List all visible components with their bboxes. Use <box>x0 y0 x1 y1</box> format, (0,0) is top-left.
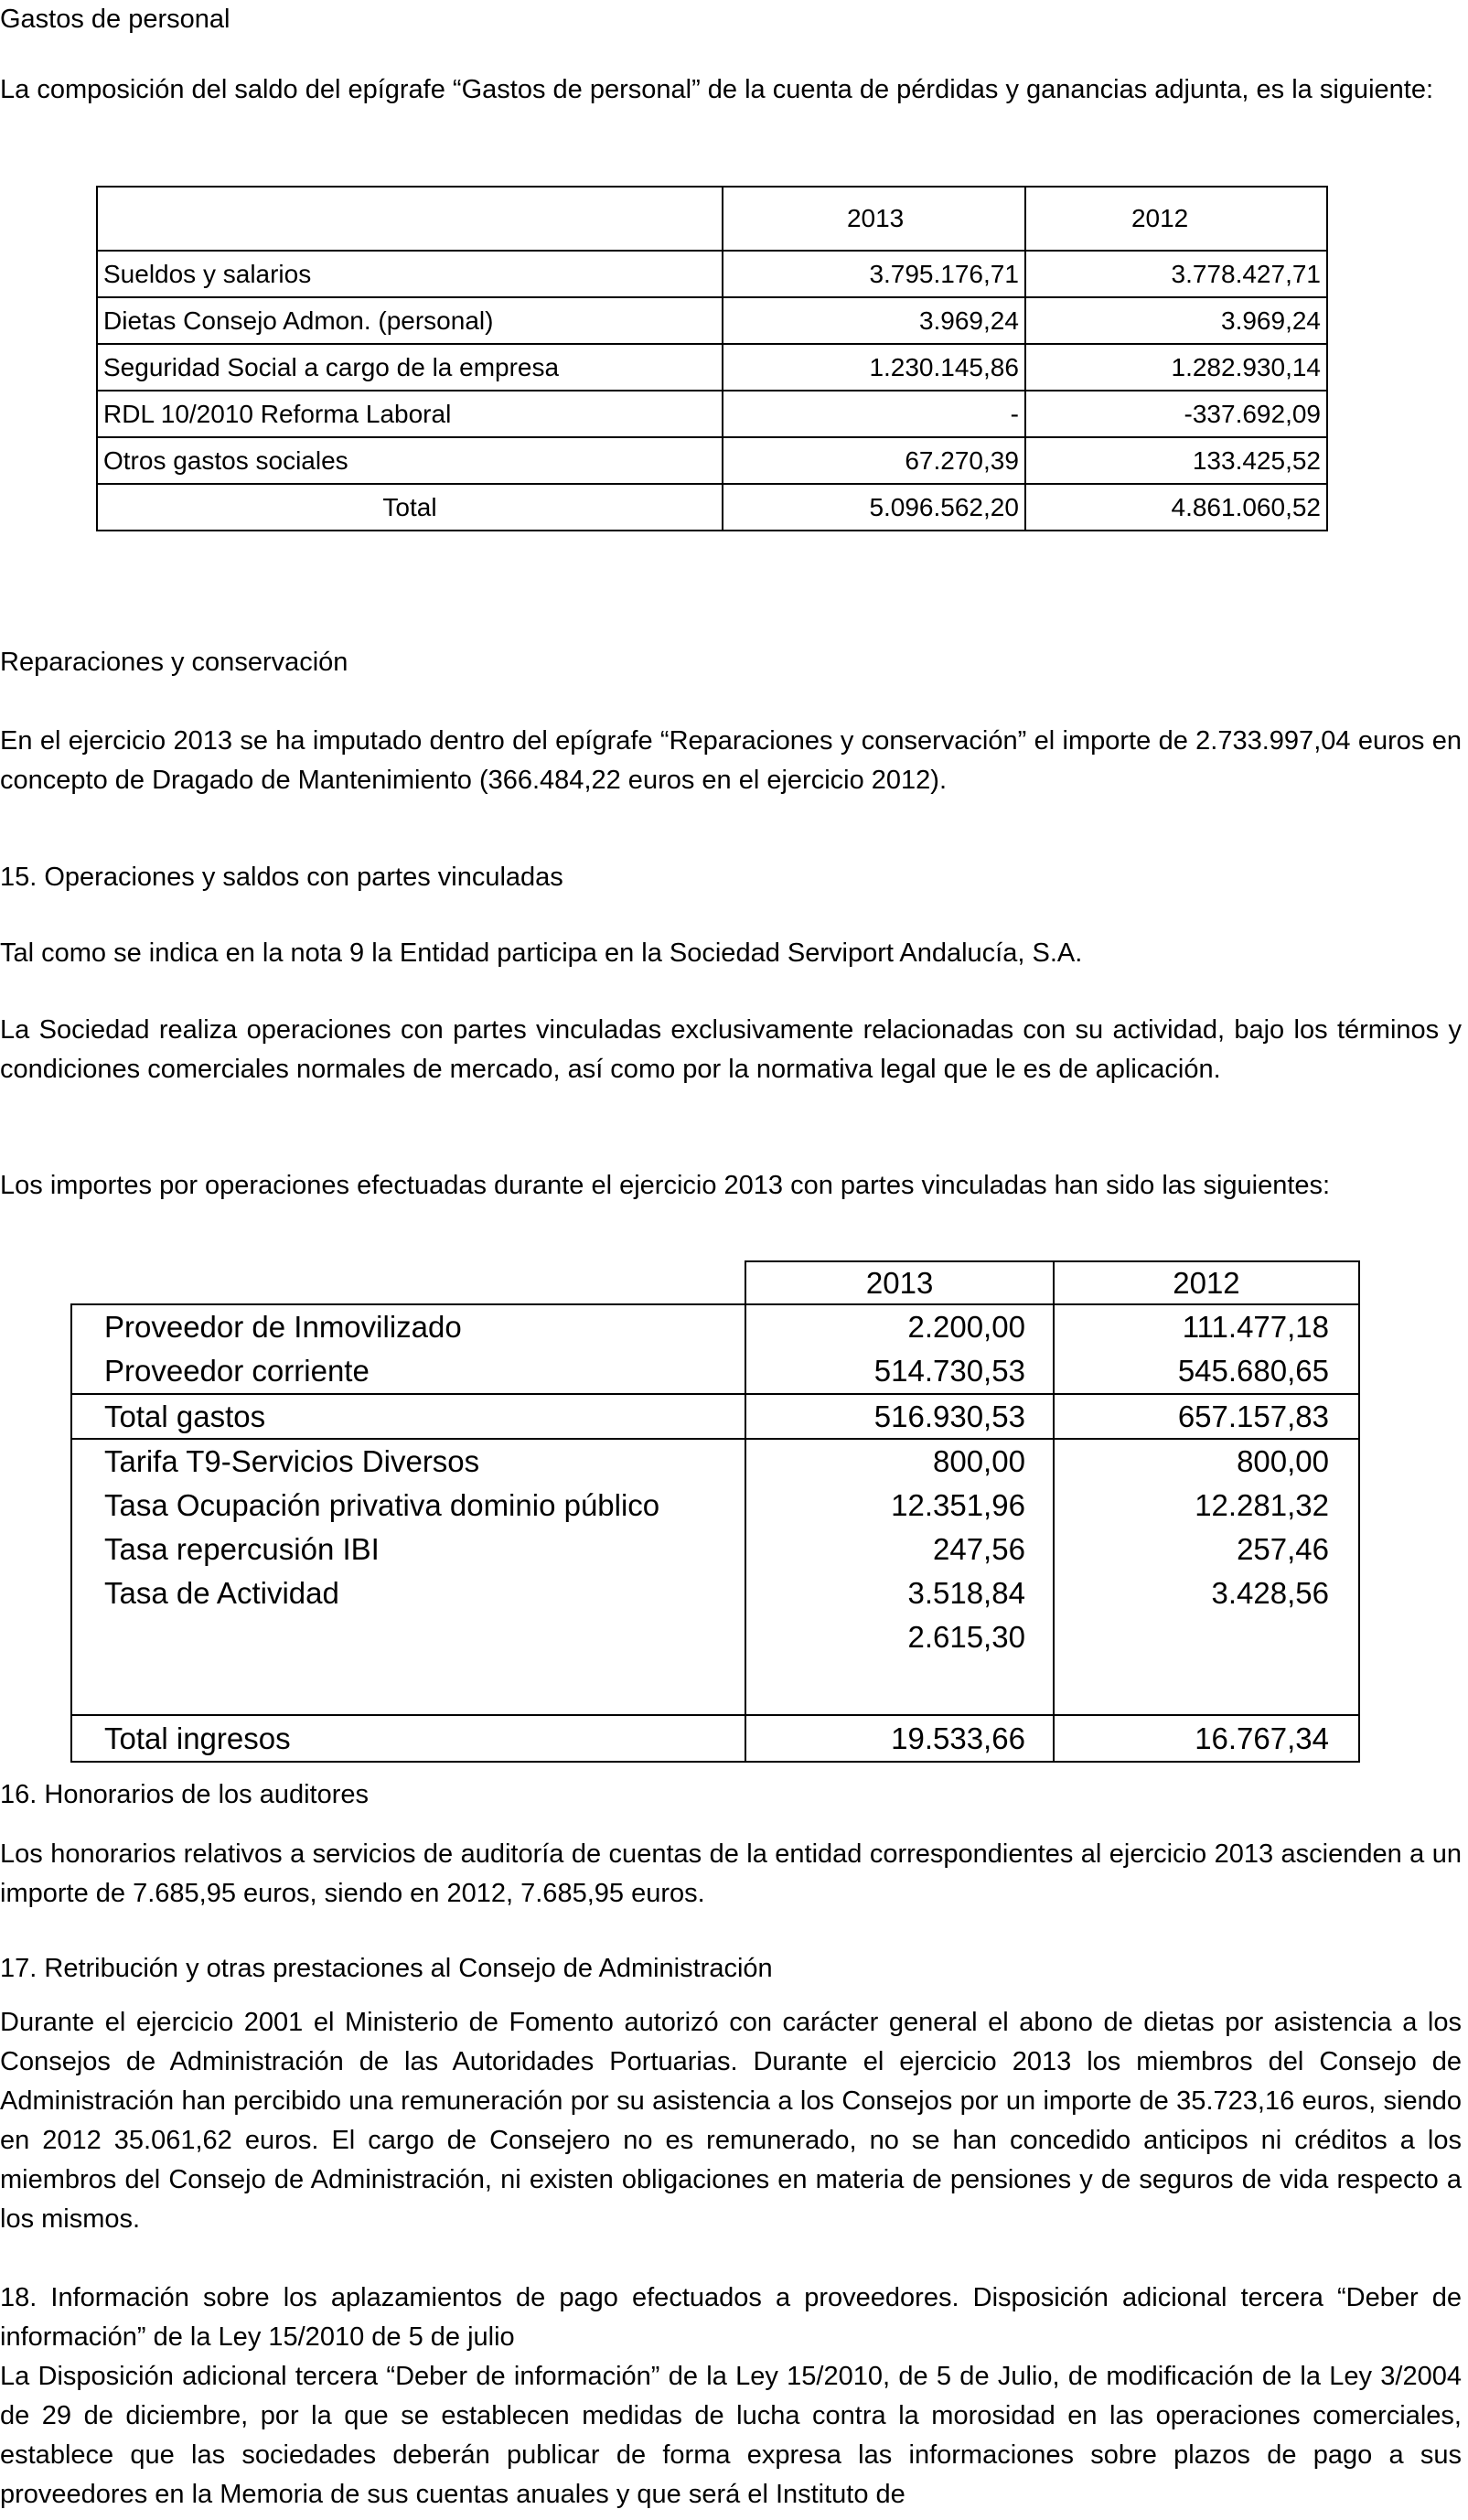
table-header-row <box>71 1261 1359 1304</box>
section-16-heading: 16. Honorarios de los auditores <box>0 1780 370 1809</box>
section-18-text: La Disposición adicional tercera “Deber de información” de la Ley 15/2010, de 5 de Julio, de modificación de la Ley 3/2004 de 29 de diciembre, por la que se establecen medidas de lucha contra la morosidad en las operaciones comerciales, establece que las sociedades deberán publicar de forma expresa las informaciones sobre plazos de pago a sus proveedores en la Memoria de sus cuentas anuales y que será el Instituto de <box>0 2362 1462 2509</box>
total-gastos-2012: 657.157,83 <box>1054 1394 1359 1439</box>
total-gastos-2013: 516.930,53 <box>745 1394 1054 1439</box>
row-label: RDL 10/2010 Reforma Laboral <box>97 391 723 437</box>
section-15-paragraph-3: Los importes por operaciones efectuadas durante el ejercicio 2013 con partes vinculadas han sido las siguientes: <box>0 1171 1331 1200</box>
spacer-cell <box>71 1659 745 1715</box>
related-parties-table <box>70 1260 1360 1763</box>
table-row <box>97 297 1327 344</box>
value-2013: 800,00 <box>745 1439 1054 1484</box>
value-2012: 3.778.427,71 <box>1025 251 1327 297</box>
header-2013: 2013 <box>745 1261 1054 1304</box>
row-label: Tasa Ocupación privativa dominio público <box>71 1484 745 1528</box>
value-2013: 67.270,39 <box>723 437 1025 484</box>
value-2013: 247,56 <box>745 1528 1054 1571</box>
row-label: Proveedor de Inmovilizado <box>71 1304 745 1349</box>
total-ingresos-2013: 19.533,66 <box>745 1715 1054 1762</box>
section-18-heading: 18. Información sobre los aplazamientos de pago efectuados a proveedores. Disposición adicional tercera “Deber de información” de la Ley 15/2010 de 5 de julio <box>0 2283 1462 2352</box>
value-2012: 3.969,24 <box>1025 297 1327 344</box>
spacer-cell <box>745 1659 1054 1715</box>
table-row <box>71 1349 1359 1394</box>
reparaciones-heading: Reparaciones y conservación <box>0 648 348 677</box>
total-label: Total <box>97 484 723 531</box>
table-row <box>97 344 1327 391</box>
table-total-row <box>97 484 1327 531</box>
row-label <box>71 1615 745 1659</box>
table-row <box>71 1571 1359 1615</box>
row-label: Seguridad Social a cargo de la empresa <box>97 344 723 391</box>
table-row <box>71 1439 1359 1484</box>
table-header-row <box>97 187 1327 251</box>
table-row <box>97 251 1327 297</box>
header-2012: 2012 <box>1025 187 1327 251</box>
row-label: Tasa repercusión IBI <box>71 1528 745 1571</box>
table-row <box>71 1528 1359 1571</box>
value-2013: 3.969,24 <box>723 297 1025 344</box>
header-blank-cell <box>97 187 723 251</box>
total-ingresos-row <box>71 1715 1359 1762</box>
value-2012: -337.692,09 <box>1025 391 1327 437</box>
value-2013: 2.615,30 <box>745 1615 1054 1659</box>
value-2012: 257,46 <box>1054 1528 1359 1571</box>
total-gastos-row <box>71 1394 1359 1439</box>
value-2013: 2.200,00 <box>745 1304 1054 1349</box>
table-row <box>97 391 1327 437</box>
value-2013: 3.795.176,71 <box>723 251 1025 297</box>
table-spacer-row <box>71 1659 1359 1715</box>
total-gastos-label: Total gastos <box>71 1394 745 1439</box>
value-2012: 133.425,52 <box>1025 437 1327 484</box>
section-16-text: Los honorarios relativos a servicios de auditoría de cuentas de la entidad correspondientes al ejercicio 2013 ascienden a un importe de 7.685,95 euros, siendo en 2012, 7.685,95 euros. <box>0 1839 1462 1908</box>
value-2013: - <box>723 391 1025 437</box>
header-blank-cell <box>71 1261 745 1304</box>
row-label: Tarifa T9-Servicios Diversos <box>71 1439 745 1484</box>
total-2013: 5.096.562,20 <box>723 484 1025 531</box>
total-ingresos-2012: 16.767,34 <box>1054 1715 1359 1762</box>
value-2013: 1.230.145,86 <box>723 344 1025 391</box>
value-2013: 3.518,84 <box>745 1571 1054 1615</box>
table-row <box>71 1304 1359 1349</box>
value-2012: 3.428,56 <box>1054 1571 1359 1615</box>
spacer-cell <box>1054 1659 1359 1715</box>
total-ingresos-label: Total ingresos <box>71 1715 745 1762</box>
row-label: Tasa de Actividad <box>71 1571 745 1615</box>
total-2012: 4.861.060,52 <box>1025 484 1327 531</box>
row-label: Sueldos y salarios <box>97 251 723 297</box>
value-2012: 1.282.930,14 <box>1025 344 1327 391</box>
section-17-heading: 17. Retribución y otras prestaciones al Consejo de Administración <box>0 1954 773 1983</box>
value-2012: 12.281,32 <box>1054 1484 1359 1528</box>
value-2012 <box>1054 1615 1359 1659</box>
value-2012: 545.680,65 <box>1054 1349 1359 1394</box>
table-row <box>71 1615 1359 1659</box>
row-label: Proveedor corriente <box>71 1349 745 1394</box>
reparaciones-text: En el ejercicio 2013 se ha imputado dentro del epígrafe “Reparaciones y conservación” el importe de 2.733.997,04 euros en concepto de Dragado de Mantenimiento (366.484,22 euros en el ejercicio 2012). <box>0 726 1462 795</box>
personal-expenses-table <box>96 186 1328 531</box>
value-2013: 12.351,96 <box>745 1484 1054 1528</box>
table-row <box>71 1484 1359 1528</box>
table-row <box>97 437 1327 484</box>
row-label: Dietas Consejo Admon. (personal) <box>97 297 723 344</box>
row-label: Otros gastos sociales <box>97 437 723 484</box>
value-2012: 800,00 <box>1054 1439 1359 1484</box>
header-2012: 2012 <box>1054 1261 1359 1304</box>
value-2012: 111.477,18 <box>1054 1304 1359 1349</box>
header-2013: 2013 <box>723 187 1025 251</box>
section-15-paragraph-2: La Sociedad realiza operaciones con partes vinculadas exclusivamente relacionadas con su actividad, bajo los términos y condiciones comerciales normales de mercado, así como por la normativa legal que le es de aplicación. <box>0 1015 1462 1084</box>
gastos-personal-heading: Gastos de personal <box>0 5 230 34</box>
section-17-text: Durante el ejercicio 2001 el Ministerio de Fomento autorizó con carácter general el abono de dietas por asistencia a los Consejos de Administración de las Autoridades Portuarias. Durante el ejercicio 2013 los miembros del Consejo de Administración han percibido una remuneración por su asistencia a los Consejos por un importe de 35.723,16 euros, siendo en 2012 35.061,62 euros. El cargo de Consejero no es remunerado, no se han concedido anticipos ni créditos a los miembros del Consejo de Administración, ni existen obligaciones en materia de pensiones y de seguros de vida respecto a los mismos. <box>0 2008 1462 2234</box>
gastos-personal-intro: La composición del saldo del epígrafe “Gastos de personal” de la cuenta de pérdidas y ganancias adjunta, es la siguiente: <box>0 75 1434 104</box>
value-2013: 514.730,53 <box>745 1349 1054 1394</box>
section-15-heading: 15. Operaciones y saldos con partes vinculadas <box>0 863 563 892</box>
section-15-paragraph-1: Tal como se indica en la nota 9 la Entidad participa en la Sociedad Serviport Andalucía, S.A. <box>0 938 1083 968</box>
